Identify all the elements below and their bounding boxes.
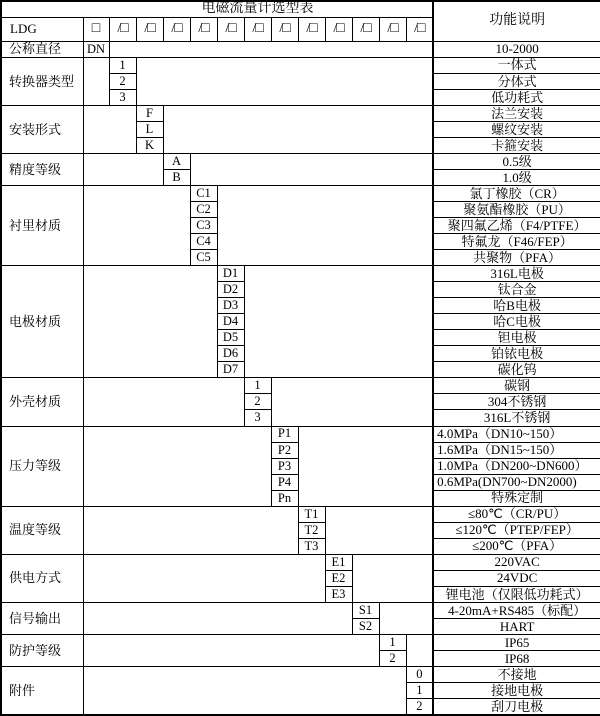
group-label-electrode-material: 电极材质	[1, 266, 83, 378]
code-cell-protection-class: 2	[379, 650, 406, 666]
model-base-slot: □	[83, 17, 109, 41]
group-label-nominal-diameter: 公称直径	[1, 41, 83, 57]
description-cell-converter-type: 一体式	[433, 57, 600, 73]
description-cell-converter-type: 分体式	[433, 73, 600, 89]
description-cell-accuracy-class: 1.0级	[433, 170, 600, 186]
code-cell-electrode-material: D7	[217, 362, 244, 378]
code-cell-accuracy-class: A	[163, 153, 190, 169]
blank-area	[83, 105, 136, 153]
blank-area	[83, 57, 109, 105]
description-cell-lining-material: 聚四氟乙烯（F4/PTFE）	[433, 218, 600, 234]
description-cell-lining-material: 共聚物（PFA）	[433, 250, 600, 266]
blank-area	[83, 666, 406, 715]
blank-area	[325, 506, 433, 554]
description-cell-power-supply: 24VDC	[433, 570, 600, 586]
code-cell-pressure-rating: P1	[271, 426, 298, 442]
description-cell-electrode-material: 碳化钨	[433, 362, 600, 378]
blank-area	[379, 602, 433, 634]
code-cell-protection-class: 1	[379, 634, 406, 650]
model-slot: /□	[163, 17, 190, 41]
table-row	[1, 186, 600, 202]
description-cell-accessories: 不接地	[433, 666, 600, 682]
description-cell-temperature-rating: ≤200℃（PFA）	[433, 538, 600, 554]
code-cell-temperature-rating: T1	[298, 506, 325, 522]
description-cell-power-supply: 220VAC	[433, 554, 600, 570]
blank-area	[83, 634, 379, 666]
model-slot: /□	[406, 17, 433, 41]
code-cell-installation-type: F	[136, 105, 163, 121]
function-column-header: 功能说明	[433, 1, 600, 41]
description-cell-electrode-material: 316L电极	[433, 266, 600, 282]
description-cell-electrode-material: 铂铱电极	[433, 346, 600, 362]
table-row	[1, 634, 600, 650]
description-cell-lining-material: 聚氨酯橡胶（PU）	[433, 202, 600, 218]
model-slot: /□	[271, 17, 298, 41]
description-cell-pressure-rating: 1.6MPa（DN15~150）	[433, 442, 600, 458]
description-cell-signal-output: 4-20mA+RS485（标配）	[433, 602, 600, 618]
code-cell-accessories: 0	[406, 666, 433, 682]
group-label-converter-type: 转换器类型	[1, 57, 83, 105]
model-slot: /□	[190, 17, 217, 41]
group-label-signal-output: 信号输出	[1, 602, 83, 634]
description-cell-pressure-rating: 1.0MPa（DN200~DN600）	[433, 458, 600, 474]
description-cell-installation-type: 法兰安装	[433, 105, 600, 121]
code-cell-lining-material: C1	[190, 186, 217, 202]
description-cell-lining-material: 特氟龙（F46/FEP）	[433, 234, 600, 250]
description-cell-installation-type: 螺纹安装	[433, 121, 600, 137]
code-cell-installation-type: K	[136, 137, 163, 153]
group-label-housing-material: 外壳材质	[1, 378, 83, 426]
code-cell-electrode-material: D3	[217, 298, 244, 314]
table-row	[1, 554, 600, 570]
description-cell-electrode-material: 哈C电极	[433, 314, 600, 330]
code-cell-power-supply: E2	[325, 570, 352, 586]
code-cell-pressure-rating: P2	[271, 442, 298, 458]
code-cell-accuracy-class: B	[163, 170, 190, 186]
description-cell-accessories: 接地电极	[433, 683, 600, 699]
blank-area	[244, 266, 433, 378]
code-cell-housing-material: 3	[244, 410, 271, 426]
blank-area	[83, 602, 352, 634]
code-cell-lining-material: C5	[190, 250, 217, 266]
description-cell-temperature-rating: ≤80℃（CR/PU）	[433, 506, 600, 522]
code-cell-temperature-rating: T2	[298, 522, 325, 538]
description-cell-installation-type: 卡箍安装	[433, 137, 600, 153]
blank-area	[406, 634, 433, 666]
blank-area	[190, 153, 433, 185]
code-cell-signal-output: S1	[352, 602, 379, 618]
group-label-lining-material: 衬里材质	[1, 186, 83, 266]
model-slot: /□	[136, 17, 163, 41]
blank-area	[109, 41, 433, 57]
table-row	[1, 602, 600, 618]
code-cell-pressure-rating: P4	[271, 474, 298, 490]
description-cell-accessories: 刮刀电极	[433, 699, 600, 715]
table-row	[1, 57, 600, 73]
table-row	[1, 666, 600, 682]
blank-area	[83, 426, 271, 506]
group-label-accuracy-class: 精度等级	[1, 153, 83, 185]
blank-area	[83, 378, 244, 426]
code-cell-nominal-diameter: DN	[83, 41, 109, 57]
code-cell-pressure-rating: Pn	[271, 490, 298, 506]
group-label-protection-class: 防护等级	[1, 634, 83, 666]
code-cell-lining-material: C2	[190, 202, 217, 218]
table-row	[1, 426, 600, 442]
description-cell-electrode-material: 钽电极	[433, 330, 600, 346]
group-label-pressure-rating: 压力等级	[1, 426, 83, 506]
code-cell-accessories: 2	[406, 699, 433, 715]
title-row	[1, 1, 600, 17]
description-cell-protection-class: IP65	[433, 634, 600, 650]
code-cell-power-supply: E3	[325, 586, 352, 602]
description-cell-accuracy-class: 0.5级	[433, 153, 600, 169]
description-cell-electrode-material: 钛合金	[433, 282, 600, 298]
code-cell-temperature-rating: T3	[298, 538, 325, 554]
group-label-installation-type: 安装形式	[1, 105, 83, 153]
table-row	[1, 153, 600, 169]
description-cell-temperature-rating: ≤120℃（PTEP/FEP）	[433, 522, 600, 538]
description-cell-nominal-diameter: 10-2000	[433, 41, 600, 57]
model-slot: /□	[379, 17, 406, 41]
description-cell-converter-type: 低功耗式	[433, 89, 600, 105]
description-cell-pressure-rating: 0.6MPa(DN700~DN2000)	[433, 474, 600, 490]
code-cell-signal-output: S2	[352, 618, 379, 634]
model-prefix: LDG	[1, 17, 83, 41]
group-label-power-supply: 供电方式	[1, 554, 83, 602]
model-slot: /□	[244, 17, 271, 41]
table-row	[1, 378, 600, 394]
code-cell-converter-type: 3	[109, 89, 136, 105]
blank-area	[136, 57, 433, 105]
model-slot: /□	[325, 17, 352, 41]
description-cell-power-supply: 锂电池（仅限低功耗式）	[433, 586, 600, 602]
table-row	[1, 41, 600, 57]
code-cell-pressure-rating: P3	[271, 458, 298, 474]
code-cell-accessories: 1	[406, 683, 433, 699]
group-label-temperature-rating: 温度等级	[1, 506, 83, 554]
code-cell-housing-material: 1	[244, 378, 271, 394]
code-cell-electrode-material: D1	[217, 266, 244, 282]
blank-area	[83, 153, 163, 185]
code-cell-power-supply: E1	[325, 554, 352, 570]
blank-area	[217, 186, 433, 266]
group-label-accessories: 附件	[1, 666, 83, 715]
blank-area	[163, 105, 433, 153]
description-cell-housing-material: 碳钢	[433, 378, 600, 394]
code-cell-electrode-material: D2	[217, 282, 244, 298]
code-cell-lining-material: C4	[190, 234, 217, 250]
blank-area	[271, 378, 433, 426]
blank-area	[83, 554, 325, 602]
description-cell-pressure-rating: 4.0MPa（DN10~150）	[433, 426, 600, 442]
blank-area	[298, 426, 433, 506]
description-cell-housing-material: 316L不锈钢	[433, 410, 600, 426]
blank-area	[83, 186, 190, 266]
description-cell-pressure-rating: 特殊定制	[433, 490, 600, 506]
description-cell-lining-material: 氯丁橡胶（CR）	[433, 186, 600, 202]
code-cell-electrode-material: D5	[217, 330, 244, 346]
table-row	[1, 506, 600, 522]
table-row	[1, 105, 600, 121]
model-slot: /□	[352, 17, 379, 41]
description-cell-protection-class: IP68	[433, 650, 600, 666]
description-cell-housing-material: 304不锈钢	[433, 394, 600, 410]
description-cell-electrode-material: 哈B电极	[433, 298, 600, 314]
code-cell-housing-material: 2	[244, 394, 271, 410]
blank-area	[83, 266, 217, 378]
blank-area	[352, 554, 433, 602]
code-cell-converter-type: 2	[109, 73, 136, 89]
blank-area	[83, 506, 298, 554]
code-cell-converter-type: 1	[109, 57, 136, 73]
table-row	[1, 266, 600, 282]
model-slot: /□	[109, 17, 136, 41]
model-slot: /□	[217, 17, 244, 41]
model-slot: /□	[298, 17, 325, 41]
description-cell-signal-output: HART	[433, 618, 600, 634]
code-cell-electrode-material: D4	[217, 314, 244, 330]
code-cell-lining-material: C3	[190, 218, 217, 234]
page-title: 电磁流量计选型表	[1, 1, 433, 17]
code-cell-installation-type: L	[136, 121, 163, 137]
code-cell-electrode-material: D6	[217, 346, 244, 362]
